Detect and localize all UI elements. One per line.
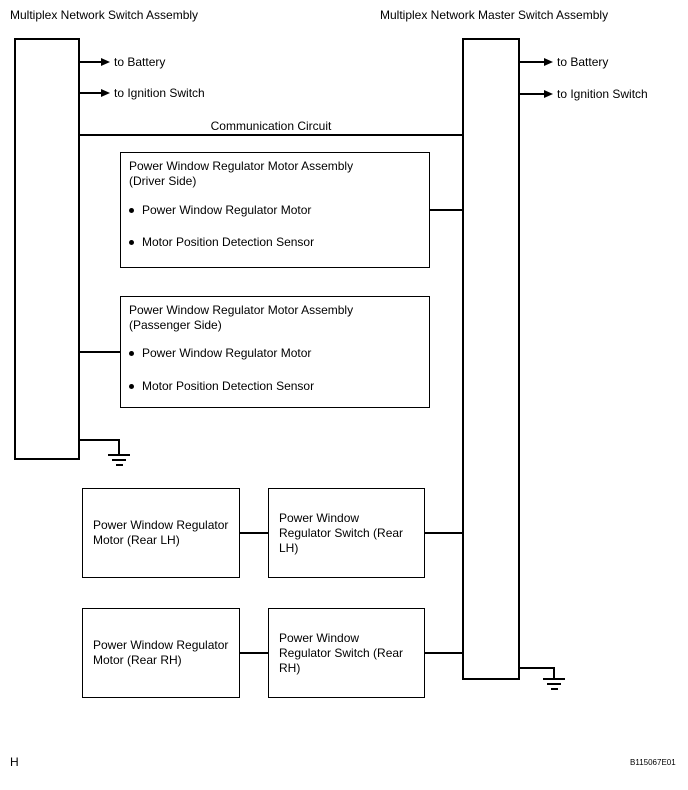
wire-left-ignition <box>80 92 102 94</box>
rear-rh-switch-label: Power Window Regulator Switch (Rear RH) <box>279 630 404 675</box>
driver-side-assembly-box <box>120 152 430 268</box>
driver-box-title: Power Window Regulator Motor Assembly <box>129 159 354 173</box>
left-to-battery-label: to Battery <box>114 55 166 69</box>
arrowhead-right-ignition <box>544 90 553 98</box>
wire-rear-rh-motor-to-switch <box>239 652 269 654</box>
passenger-box-title: Power Window Regulator Motor Assembly <box>129 303 354 317</box>
driver-box-item <box>129 235 314 250</box>
driver-box-subtitle: (Driver Side) <box>129 174 197 188</box>
wire-rear-lh-motor-to-switch <box>239 532 269 534</box>
left-switch-assembly-bar <box>14 38 80 460</box>
passenger-box-item-label: Power Window Regulator Motor <box>142 346 312 360</box>
wire-left-to-passenger <box>80 351 120 353</box>
driver-box-item <box>129 203 311 218</box>
wire-right-battery <box>520 61 545 63</box>
ground-symbol-right <box>542 678 566 690</box>
rear-lh-motor-label: Power Window Regulator Motor (Rear LH) <box>93 518 229 547</box>
passenger-box-item <box>129 379 314 394</box>
rear-lh-motor-box <box>82 488 240 578</box>
wire-right-ground-vertical <box>553 667 555 678</box>
wire-left-ground-vertical <box>118 439 120 454</box>
ground-symbol-left <box>107 454 131 466</box>
page-marker: H <box>10 755 19 769</box>
bullet-icon <box>129 240 134 245</box>
document-code: B115067E01 <box>630 758 676 767</box>
wire-left-ground-horizontal <box>80 439 119 441</box>
passenger-box-subtitle: (Passenger Side) <box>129 318 222 332</box>
rear-lh-switch-box <box>268 488 425 578</box>
rear-rh-motor-box <box>82 608 240 698</box>
passenger-side-assembly-box <box>120 296 430 408</box>
wire-left-battery <box>80 61 102 63</box>
arrowhead-right-battery <box>544 58 553 66</box>
bullet-icon <box>129 208 134 213</box>
right-assembly-title: Multiplex Network Master Switch Assembly <box>380 8 609 22</box>
rear-rh-motor-label: Power Window Regulator Motor (Rear RH) <box>93 638 229 667</box>
wire-driver-to-master <box>429 209 462 211</box>
bullet-icon <box>129 384 134 389</box>
right-to-ignition-label: to Ignition Switch <box>557 87 648 101</box>
wire-right-ignition <box>520 93 545 95</box>
driver-box-item-label: Motor Position Detection Sensor <box>142 235 315 249</box>
wire-communication-circuit <box>80 134 462 136</box>
passenger-box-item <box>129 346 311 361</box>
rear-rh-switch-box <box>268 608 425 698</box>
left-to-ignition-label: to Ignition Switch <box>114 86 205 100</box>
wire-rear-lh-switch-to-master <box>424 532 462 534</box>
arrowhead-left-ignition <box>101 89 110 97</box>
arrowhead-left-battery <box>101 58 110 66</box>
left-assembly-title: Multiplex Network Switch Assembly <box>10 8 199 22</box>
right-to-battery-label: to Battery <box>557 55 609 69</box>
passenger-box-item-label: Motor Position Detection Sensor <box>142 379 315 393</box>
wire-rear-rh-switch-to-master <box>424 652 462 654</box>
wire-right-ground-horizontal <box>520 667 555 669</box>
right-master-switch-assembly-bar <box>462 38 520 680</box>
communication-circuit-label: Communication Circuit <box>210 119 332 133</box>
bullet-icon <box>129 351 134 356</box>
driver-box-item-label: Power Window Regulator Motor <box>142 203 312 217</box>
rear-lh-switch-label: Power Window Regulator Switch (Rear LH) <box>279 510 404 555</box>
